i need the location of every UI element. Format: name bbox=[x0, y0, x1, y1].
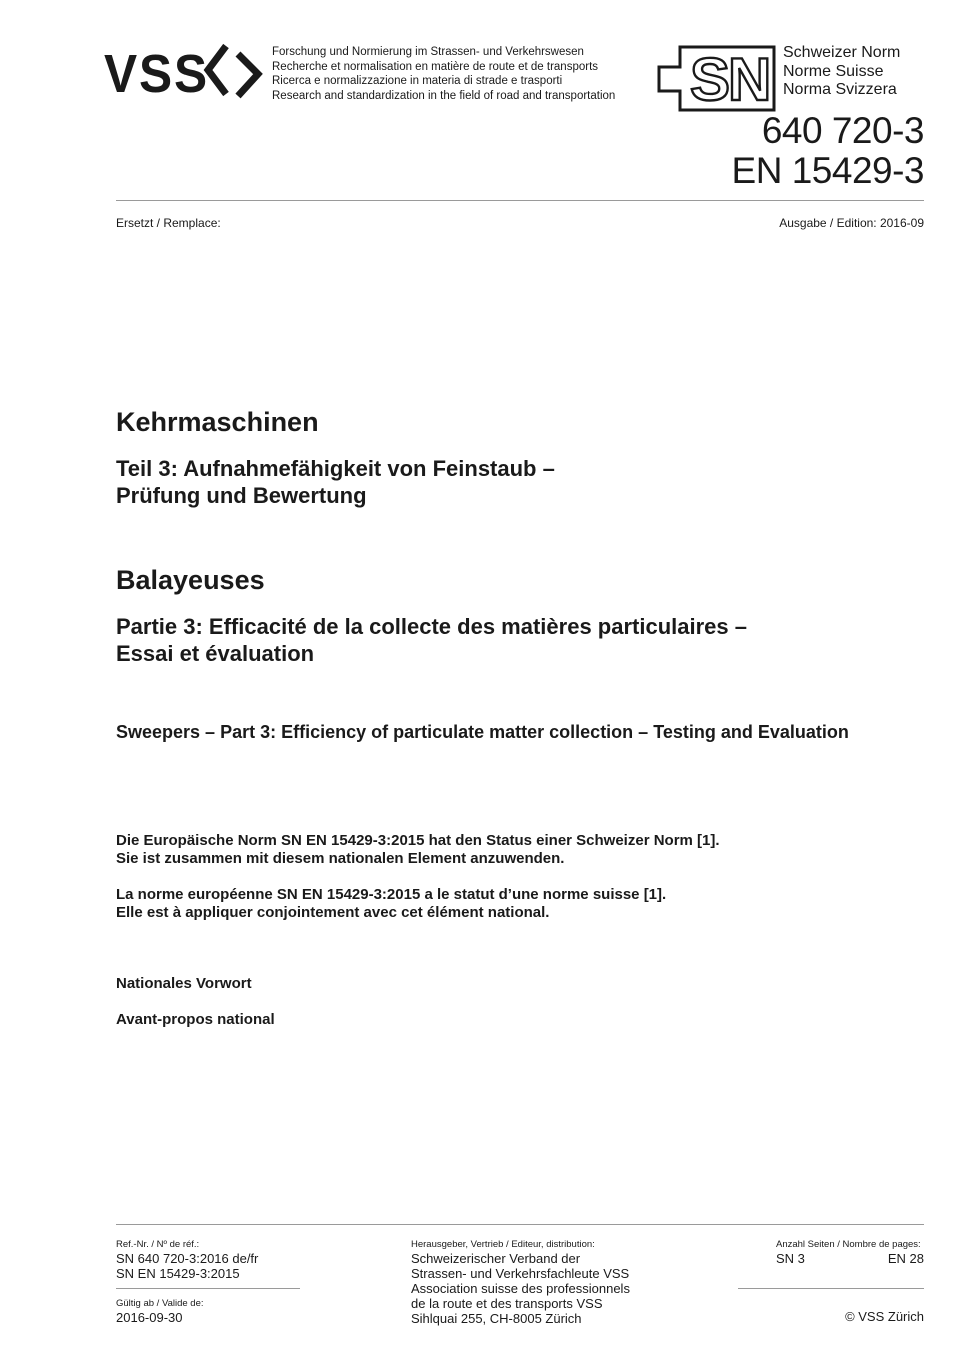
valid-date: 2016-09-30 bbox=[116, 1310, 183, 1325]
footer-pages bbox=[776, 1239, 924, 1266]
pages-sn: SN 3 bbox=[776, 1251, 805, 1266]
en-number: EN 15429-3 bbox=[731, 150, 924, 191]
title-de: Kehrmaschinen bbox=[116, 407, 319, 437]
edition-label: Ausgabe / Edition: 2016-09 bbox=[779, 216, 924, 230]
publisher-line: Sihlquai 255, CH-8005 Zürich bbox=[411, 1311, 582, 1326]
publisher-line: Association suisse des professionnels bbox=[411, 1281, 630, 1296]
vss-logo bbox=[104, 40, 264, 102]
header-divider bbox=[116, 200, 924, 201]
vss-logo-text: VSS bbox=[104, 43, 209, 102]
title-fr: Balayeuses bbox=[116, 565, 265, 595]
part-title-de bbox=[116, 455, 555, 509]
status-line: La norme européenne SN EN 15429-3:2015 a le statut d’une norme suisse [1]. bbox=[116, 886, 667, 903]
tagline-en: Research and standardization in the field of road and transportation bbox=[272, 89, 616, 102]
footer-ref-divider bbox=[116, 1288, 300, 1289]
part-title-de-line: Teil 3: Aufnahmefähigkeit von Feinstaub – bbox=[116, 456, 555, 481]
tagline-fr: Recherche et normalisation en matière de route et de transports bbox=[272, 60, 599, 73]
copyright: © VSS Zürich bbox=[845, 1309, 924, 1324]
footer-divider bbox=[116, 1224, 924, 1225]
publisher-line: Schweizerischer Verband der bbox=[411, 1251, 581, 1266]
pages-label: Anzahl Seiten / Nombre de pages: bbox=[776, 1239, 921, 1250]
part-title-fr-line: Partie 3: Efficacité de la collecte des matières particulaires – bbox=[116, 614, 747, 639]
footer-validity bbox=[116, 1298, 204, 1325]
sn-name-fr: Norme Suisse bbox=[783, 62, 884, 80]
part-title-de-line: Prüfung und Bewertung bbox=[116, 483, 367, 508]
sn-name-it: Norma Svizzera bbox=[783, 81, 897, 98]
foreword-heading-fr: Avant-propos national bbox=[116, 1011, 275, 1028]
standard-number: 640 720-3 bbox=[761, 110, 924, 151]
part-title-fr-line: Essai et évaluation bbox=[116, 641, 315, 666]
tagline-it: Ricerca e normalizzazione in materia di strade e trasporti bbox=[272, 75, 563, 87]
ref-label: Ref.-Nr. / Nº de réf.: bbox=[116, 1239, 200, 1250]
replaces-label: Ersetzt / Remplace: bbox=[116, 216, 221, 230]
footer-pages-divider bbox=[738, 1288, 924, 1289]
sn-logo-text: SN bbox=[690, 46, 770, 112]
part-title-fr bbox=[116, 613, 747, 667]
footer-publisher bbox=[411, 1239, 630, 1326]
valid-label: Gültig ab / Valide de: bbox=[116, 1298, 204, 1309]
tagline-de: Forschung und Normierung im Strassen- und Verkehrswesen bbox=[272, 46, 584, 58]
status-statement-de bbox=[116, 832, 720, 868]
publisher-label: Herausgeber, Vertrieb / Editeur, distribution: bbox=[411, 1239, 595, 1250]
publisher-line: Strassen- und Verkehrsfachleute VSS bbox=[411, 1266, 630, 1281]
vss-tagline bbox=[272, 45, 615, 103]
footer-reference bbox=[116, 1239, 306, 1281]
pages-en: EN 28 bbox=[887, 1251, 924, 1266]
foreword-heading-de: Nationales Vorwort bbox=[116, 975, 252, 992]
status-line: Die Europäische Norm SN EN 15429-3:2015 hat den Status einer Schweizer Norm [1]. bbox=[116, 832, 720, 849]
status-line: Elle est à appliquer conjointement avec cet élément national. bbox=[116, 904, 550, 921]
ref-value: SN EN 15429-3:2015 bbox=[116, 1266, 240, 1281]
status-statement-fr bbox=[116, 886, 666, 922]
publisher-line: de la route et des transports VSS bbox=[411, 1296, 603, 1311]
sn-logo bbox=[656, 44, 786, 112]
sn-name-de: Schweizer Norm bbox=[783, 44, 901, 61]
status-line: Sie ist zusammen mit diesem nationalen Element anzuwenden. bbox=[116, 850, 565, 867]
ref-value: SN 640 720-3:2016 de/fr bbox=[116, 1251, 259, 1266]
title-en: Sweepers – Part 3: Efficiency of particulate matter collection – Testing and Evaluation bbox=[116, 722, 849, 742]
sn-names bbox=[783, 44, 900, 100]
